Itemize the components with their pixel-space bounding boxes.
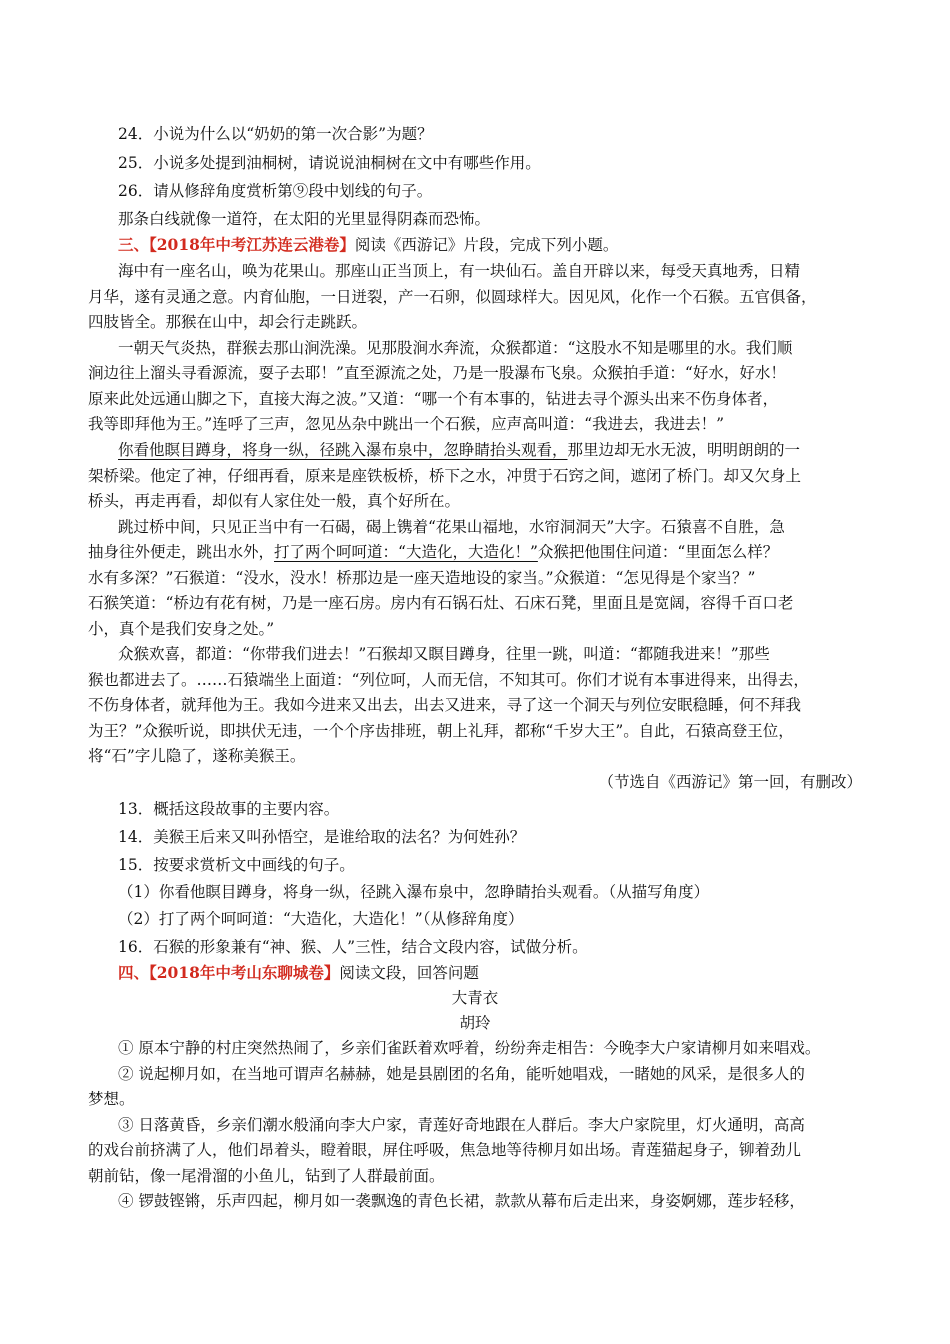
question-15: 15．按要求赏析文中画线的句子。 <box>118 856 355 874</box>
passage-line: 月华，遂有灵通之意。内育仙胞，一日迸裂，产一石卵，似圆球样大。因见风，化作一个石猴。五官俱备， <box>88 288 817 306</box>
story-line: ④ 锣鼓铿锵，乐声四起，柳月如一袭飘逸的青色长裙，款款从幕布后走出来，身姿婀娜，莲步轻移， <box>118 1192 805 1210</box>
story-title: 大青衣 <box>451 989 499 1007</box>
passage-line: 猴也都进去了。……石猿端坐上面道：“列位呵，人而无信，不知其可。你们才说有本事进得来，出得去， <box>88 671 809 689</box>
passage-line: 架桥梁。他定了神，仔细再看，原来是座铁板桥，桥下之水，冲贯于石窍之间，遮闭了桥门。却又欠身上 <box>88 467 802 485</box>
question-15-2: （2）打了两个呵呵道：“大造化，大造化！”（从修辞角度） <box>118 910 524 928</box>
story-line: 的戏台前挤满了人，他们昂着头，瞪着眼，屏住呼吸，焦急地等待柳月如出场。青莲猫起身子，铆着劲儿 <box>88 1141 802 1159</box>
passage-line: 众猴欢喜，都道：“你带我们进去！”石猴却又瞑目蹲身，往里一跳，叫道：“都随我进来！”那些 <box>118 645 770 663</box>
story-author: 胡玲 <box>459 1014 491 1032</box>
passage-text: 那里边却无水无波，明明朗朗的一 <box>567 441 801 459</box>
passage-line: 石猴笑道：“桥边有花有树，乃是一座石房。房内有石锅石灶、石床石凳，里面且是宽阔，容得千百口老 <box>88 594 794 612</box>
passage-line: 小，真个是我们安身之处。” <box>88 620 275 638</box>
passage-line: 四肢皆全。那猴在山中，却会行走跳跃。 <box>88 313 368 331</box>
question-14: 14．美猴王后来又叫孙悟空，是谁给取的法名？为何姓孙？ <box>118 828 526 846</box>
story-line: ② 说起柳月如，在当地可谓声名赫赫，她是县剧团的名角，能听她唱戏，一睹她的风采，是很多人的 <box>118 1065 805 1083</box>
source-note: （节选自《西游记》第一回，有删改） <box>598 773 862 791</box>
question-13: 13．概括这段故事的主要内容。 <box>118 800 340 818</box>
section-4-heading <box>118 963 479 983</box>
passage-line: 一朝天气炎热，群猴去那山涧洗澡。见那股涧水奔流，众猴都道：“这股水不知是哪里的水。我们顺 <box>118 339 793 357</box>
question-24: 24．小说为什么以“奶奶的第一次合影”为题？ <box>118 125 433 143</box>
passage-line: 海中有一座名山，唤为花果山。那座山正当顶上，有一块仙石。盖自开辟以来，每受天真地秀，日精 <box>118 262 801 280</box>
story-line: ① 原本宁静的村庄突然热闹了，乡亲们雀跃着欢呼着，纷纷奔走相告：今晚李大户家请柳月如来唱戏。 <box>118 1039 821 1057</box>
section-3-heading <box>118 235 618 255</box>
section-3-prefix: 三、 <box>118 235 150 254</box>
passage-line: 桥头，再走再看，却似有人家住处一般，真个好所在。 <box>88 492 461 510</box>
passage-line: 水有多深？”石猴道：“没水，没水！桥那边是一座天造地设的家当。”众猴道：“怎见得是个家当？” <box>88 569 756 587</box>
passage-line <box>118 440 800 460</box>
question-25: 25．小说多处提到油桐树，请说说油桐树在文中有哪些作用。 <box>118 154 541 172</box>
story-line: 梦想。 <box>88 1090 135 1108</box>
section-3-source: 【2018年中考江苏连云港卷】 <box>149 235 355 254</box>
story-line: 朝前钻，像一尾滑溜的小鱼儿，钻到了人群最前面。 <box>88 1167 445 1185</box>
question-15-1: （1）你看他瞑目蹲身，将身一纵，径跳入瀑布泉中，忽睁睛抬头观看。（从描写角度） <box>118 883 710 901</box>
underlined-sentence-2: 打了两个呵呵道：“大造化，大造化！” <box>274 543 538 561</box>
underlined-sentence-1: 你看他瞑目蹲身，将身一纵，径跳入瀑布泉中，忽睁睛抬头观看， <box>118 441 568 459</box>
section-3-instruction: 阅读《西游记》片段，完成下列小题。 <box>354 236 619 254</box>
passage-line <box>88 542 778 562</box>
passage-line: 我等即拜他为王。”连呼了三声，忽见丛杂中跳出一个石猴，应声高叫道：“我进去，我进去！” <box>88 415 725 433</box>
passage-line: 不伤身体者，就拜他为王。我如今进来又出去，出去又进来，寻了这一个洞天与列位安眠稳睡，何不拜我 <box>88 696 802 714</box>
question-16: 16．石猴的形象兼有“神、猴、人”三性，结合文段内容，试做分析。 <box>118 938 588 956</box>
section-4-prefix: 四、 <box>118 963 150 982</box>
passage-text: 抽身往外便走，跳出水外， <box>88 543 275 561</box>
passage-line: 为王？”众猴听说，即拱伏无违，一个个序齿排班，朝上礼拜，都称“千岁大王”。自此，石猿高登王位， <box>88 722 794 740</box>
passage-line: 将“石”字儿隐了，遂称美猴王。 <box>88 747 306 765</box>
story-line: ③ 日落黄昏，乡亲们潮水般涌向李大户家，青莲好奇地跟在人群后。李大户家院里，灯火通明，高高 <box>118 1116 805 1134</box>
question-26: 26．请从修辞角度赏析第⑨段中划线的句子。 <box>118 182 433 200</box>
question-26-quote: 那条白线就像一道符，在太阳的光里显得阴森而恐怖。 <box>118 210 491 228</box>
passage-line: 跳过桥中间，只见正当中有一石碣，碣上镌着“花果山福地，水帘洞洞天”大字。石猿喜不自胜，急 <box>118 518 785 536</box>
passage-line: 涧边往上溜头寻看源流，耍子去耶！”直至源流之处，乃是一股瀑布飞泉。众猴拍手道：“好水，好水！ <box>88 364 786 382</box>
section-4-source: 【2018年中考山东聊城卷】 <box>149 963 340 982</box>
passage-line: 原来此处远通山脚之下，直接大海之波。”又道：“哪一个有本事的，钻进去寻个源头出来不伤身体者， <box>88 390 779 408</box>
passage-text: 众猴把他围住问道：“里面怎么样？ <box>537 543 779 561</box>
section-4-instruction: 阅读文段，回答问题 <box>339 964 479 982</box>
